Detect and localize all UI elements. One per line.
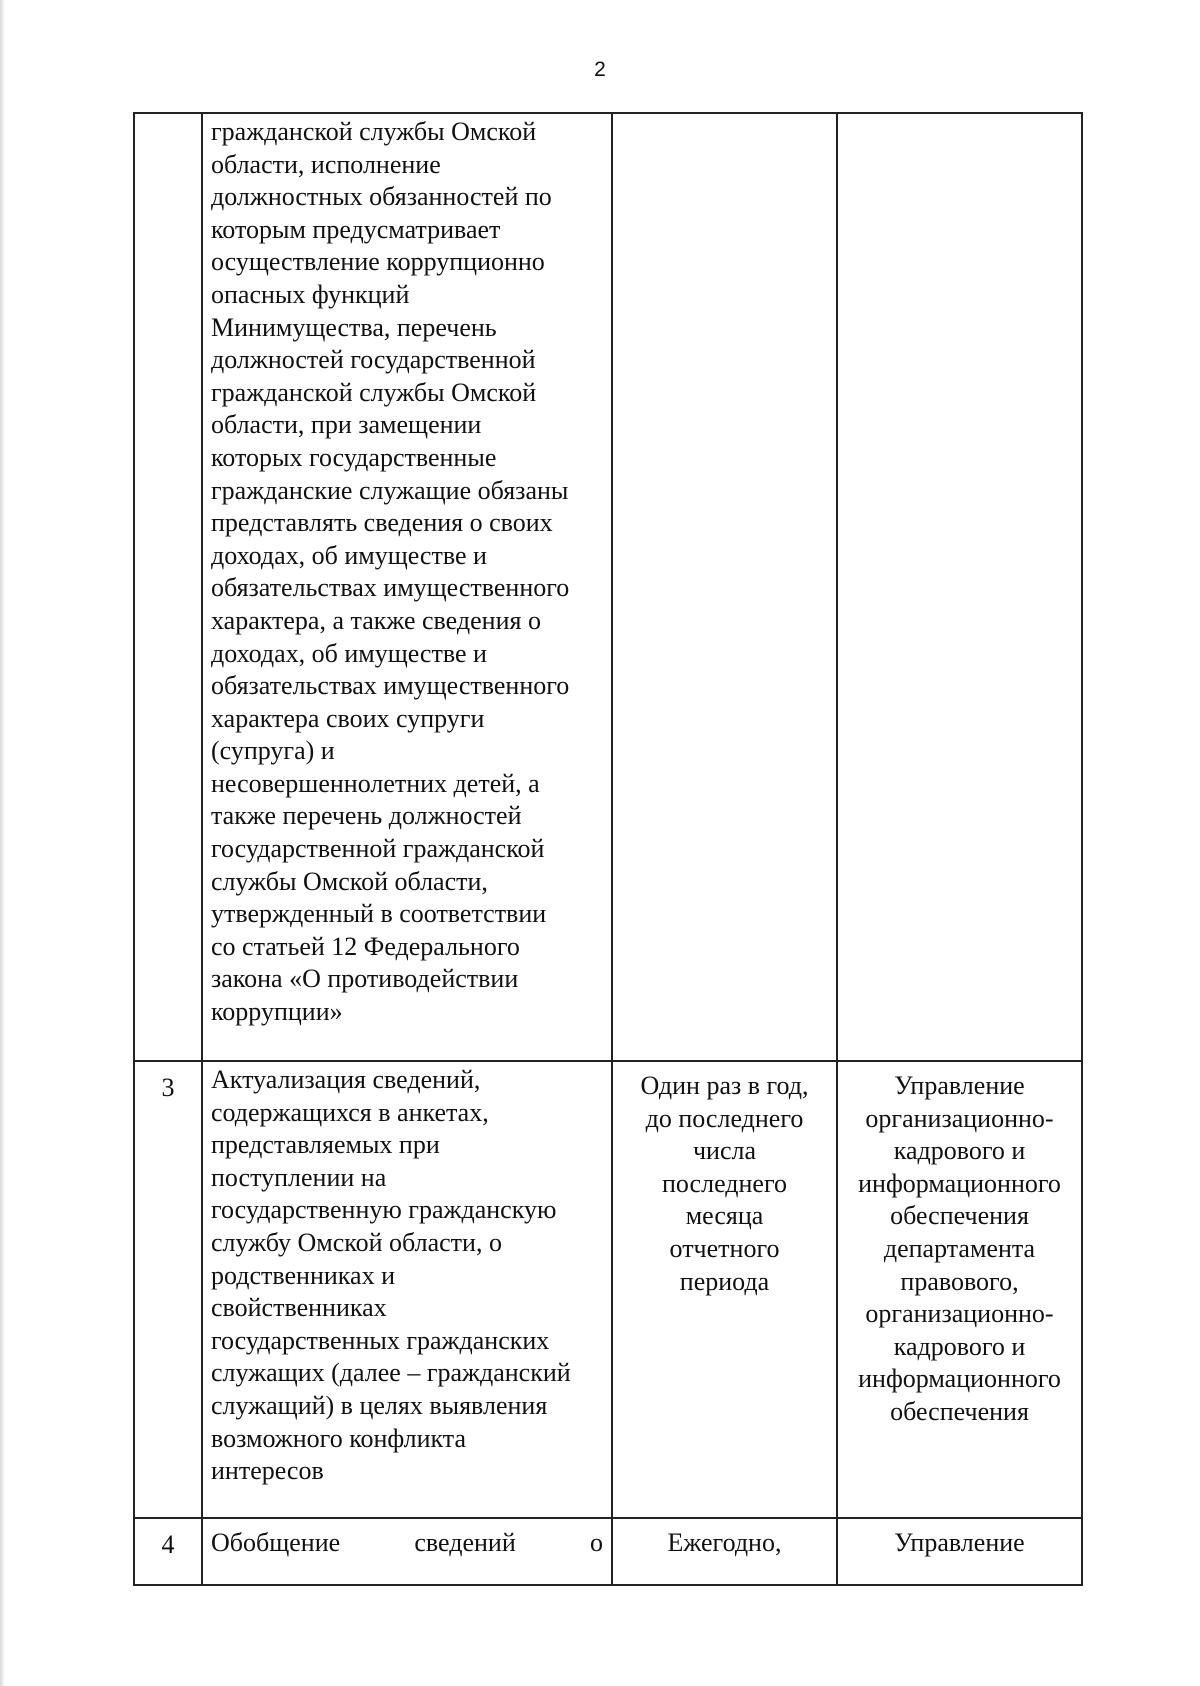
- text-line: характера, а также сведения о: [211, 605, 541, 635]
- text-line: организационно-: [865, 1299, 1054, 1329]
- text-line: также перечень должностей: [211, 801, 522, 831]
- period-cell: [612, 113, 837, 1061]
- text-line: отчетного: [669, 1233, 780, 1263]
- text-line: доходах, об имуществе и: [211, 540, 487, 570]
- justified-line: [211, 1527, 605, 1560]
- word: Обобщение: [211, 1528, 341, 1557]
- text-line: гражданской службы Омской: [211, 117, 537, 146]
- text-line: Управление: [894, 1071, 1025, 1100]
- text-line: обеспечения: [890, 1396, 1029, 1426]
- period-cell: [612, 1061, 837, 1518]
- responsible-cell: [837, 1518, 1082, 1585]
- page-number: 2: [594, 58, 606, 81]
- text-line: свойственниках: [211, 1293, 387, 1323]
- text-line: правового,: [900, 1266, 1019, 1296]
- text-line: обязательствах имущественного: [211, 671, 570, 701]
- text-line: родственниках и: [211, 1260, 395, 1290]
- text-line: периода: [679, 1266, 770, 1296]
- text-line: служащих (далее – гражданский: [211, 1358, 571, 1388]
- text-line: интересов: [211, 1456, 324, 1486]
- text-line: области, при замещении: [211, 410, 482, 440]
- text-line: характера своих супруги: [211, 703, 485, 733]
- table-row: [134, 1061, 1082, 1518]
- text-line: гражданской службы Омской: [211, 377, 537, 407]
- text-line: осуществление коррупционно: [211, 247, 545, 277]
- text-line: закона «О противодействии: [211, 964, 519, 994]
- text-line: числа: [692, 1136, 757, 1166]
- text-line: государственную гражданскую: [211, 1195, 557, 1225]
- measure-text: [202, 1518, 612, 1585]
- text-line: последнего: [662, 1168, 787, 1198]
- table-row: [134, 113, 1082, 1061]
- text-line: государственной гражданской: [211, 834, 545, 864]
- text-line: представляемых при: [211, 1130, 440, 1160]
- text-line: кадрового и: [893, 1331, 1026, 1361]
- text-line: возможного конфликта: [211, 1423, 467, 1453]
- text-line: опасных функций: [211, 279, 410, 309]
- text-line: Один раз в год,: [640, 1071, 809, 1100]
- scan-edge: [0, 0, 5, 1686]
- text-line: которых государственные: [211, 442, 497, 472]
- text-line: со статьей 12 Федерального: [211, 931, 520, 961]
- text-line: Актуализация сведений,: [211, 1065, 481, 1094]
- text-line: службы Омской области,: [211, 866, 488, 896]
- row-number: 3: [134, 1061, 202, 1518]
- word: о: [589, 1528, 603, 1557]
- text-line: кадрового и: [893, 1136, 1026, 1166]
- word: сведений: [414, 1528, 516, 1557]
- text-line: информационного: [858, 1364, 1061, 1394]
- responsible-cell: [837, 1061, 1082, 1518]
- text-line: до последнего: [645, 1103, 804, 1133]
- measure-text: [202, 1061, 612, 1518]
- row-number: [134, 113, 202, 1061]
- text-line: департамента: [883, 1233, 1036, 1263]
- text-line: несовершеннолетних детей, а: [211, 768, 540, 798]
- text-line: доходах, об имуществе и: [211, 638, 487, 668]
- text-line: (супруга) и: [211, 736, 335, 766]
- text-line: Управление: [894, 1528, 1025, 1557]
- text-line: организационно-: [865, 1103, 1054, 1133]
- text-line: гражданские служащие обязаны: [211, 475, 569, 505]
- text-line: которым предусматривает: [211, 214, 501, 244]
- text-line: государственных гражданских: [211, 1325, 550, 1355]
- text-line: месяца: [685, 1201, 764, 1231]
- text-line: содержащихся в анкетах,: [211, 1097, 489, 1127]
- text-line: поступлении на: [211, 1162, 387, 1192]
- period-cell: [612, 1518, 837, 1585]
- text-line: обязательствах имущественного: [211, 573, 570, 603]
- measure-text: [202, 113, 612, 1061]
- text-line: Ежегодно,: [667, 1528, 782, 1557]
- text-line: представлять сведения о своих: [211, 508, 553, 538]
- text-line: утвержденный в соответствии: [211, 899, 547, 929]
- text-line: должностей государственной: [211, 345, 536, 375]
- row-number: 4: [134, 1518, 202, 1585]
- table-row: [134, 1518, 1082, 1585]
- text-line: служащий) в целях выявления: [211, 1390, 548, 1420]
- responsible-cell: [837, 113, 1082, 1061]
- text-line: должностных обязанностей по: [211, 182, 552, 212]
- text-line: области, исполнение: [211, 149, 441, 179]
- text-line: коррупции»: [211, 997, 343, 1027]
- text-line: Минимущества, перечень: [211, 312, 497, 342]
- text-line: обеспечения: [890, 1201, 1029, 1231]
- measures-table: [133, 112, 1083, 1586]
- text-line: службу Омской области, о: [211, 1227, 502, 1257]
- text-line: информационного: [858, 1168, 1061, 1198]
